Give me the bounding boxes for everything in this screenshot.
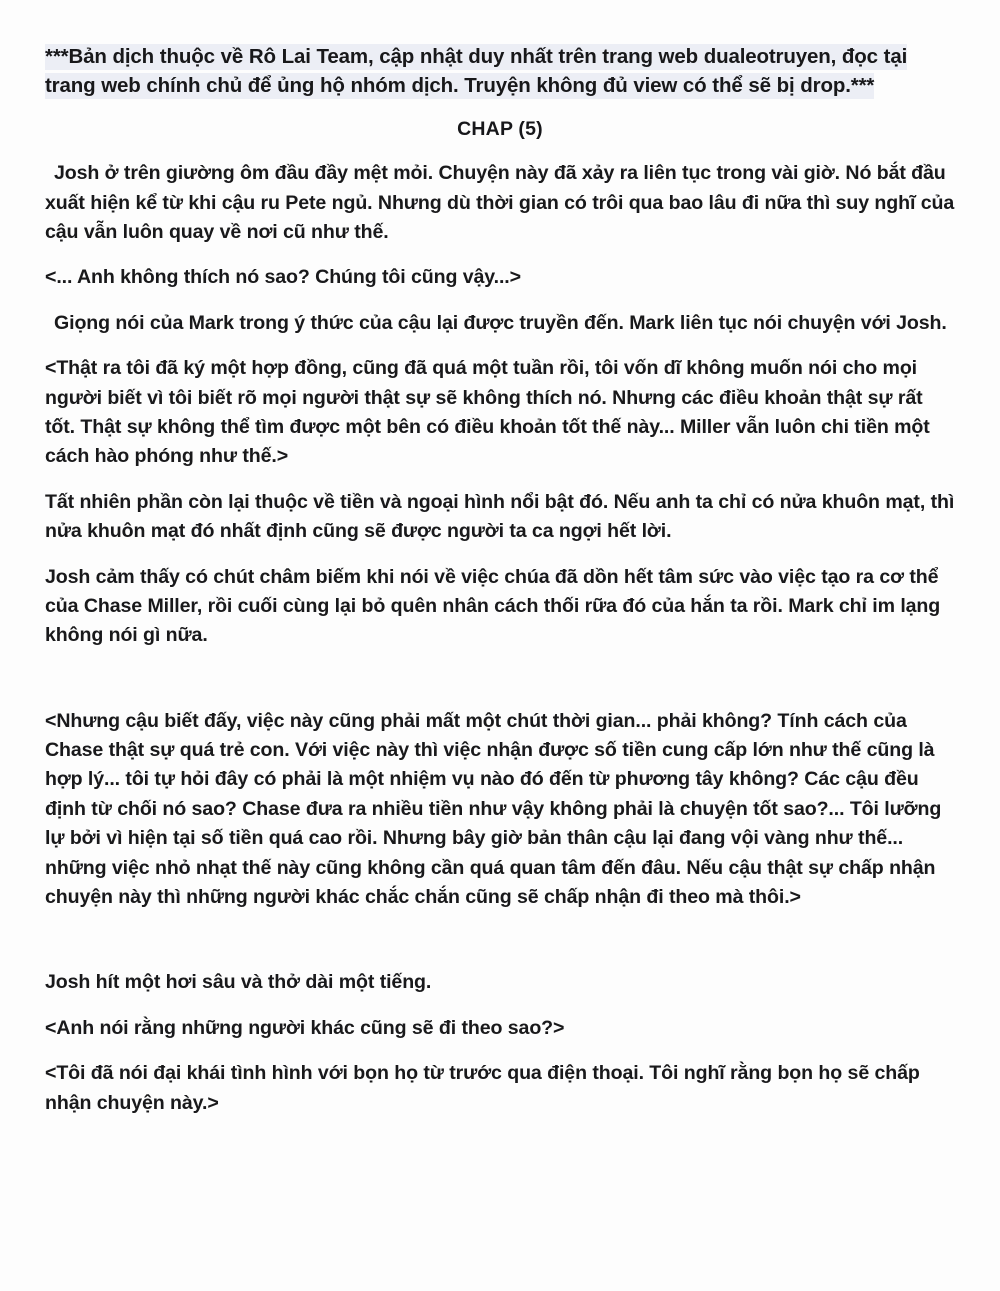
narration-paragraph: Josh hít một hơi sâu và thở dài một tiếng. (45, 971, 432, 994)
chapter-body (45, 159, 955, 1118)
narration-paragraph: Josh ở trên giường ôm đầu đầy mệt mỏi. Chuyện này đã xảy ra liên tục trong vài giờ. Nó bắt đầu xuất hiện kể từ khi cậu ru Pete ngủ. Nhưng dù thời gian có trôi qua bao lâu đi nữa thì suy nghĩ của cậu vẫn luôn quay về nơi cũ như thế. (45, 162, 955, 243)
translator-notice (45, 42, 955, 100)
dialogue-paragraph: <Tôi đã nói đại khái tình hình với bọn họ từ trước qua điện thoại. Tôi nghĩ rằng bọn họ sẽ chấp nhận chuyện này.> (45, 1062, 920, 1114)
dialogue-paragraph: <Nhưng cậu biết đấy, việc này cũng phải mất một chút thời gian... phải không? Tính cách của Chase thật sự quá trẻ con. Với việc này thì việc nhận được số tiền cung cấp lớn như thế cũng là hợp lý... tôi tự hỏi đây có phải là một nhiệm vụ nào đó đến từ phương tây không? Các cậu đều định từ chối nó sao? Chase đưa ra nhiều tiền như vậy không phải là chuyện tốt sao?... Tôi lưỡng lự bởi vì hiện tại số tiền quá cao rồi. Nhưng bây giờ bản thân cậu lại đang vội vàng như thế... những việc nhỏ nhạt thế này cũng không cần quá quan tâm đến đâu. Nếu cậu thật sự chấp nhận chuyện này thì những người khác chắc chắn cũng sẽ chấp nhận đi theo mà thôi.> (45, 709, 942, 909)
dialogue-paragraph: <... Anh không thích nó sao? Chúng tôi cũng vậy...> (45, 266, 521, 289)
dialogue-paragraph: <Anh nói rằng những người khác cũng sẽ đi theo sao?> (45, 1016, 565, 1039)
translator-notice-text: ***Bản dịch thuộc về Rô Lai Team, cập nhật duy nhất trên trang web dualeotruyen, đọc tại trang web chính chủ để ủng hộ nhóm dịch. Truyện không đủ view có thể sẽ bị drop.*** (45, 45, 908, 98)
narration-paragraph: Tất nhiên phần còn lại thuộc về tiền và ngoại hình nổi bật đó. Nếu anh ta chỉ có nửa khuôn mạt, thì nửa khuôn mạt đó nhất định cũng sẽ được người ta ca ngợi hết lời. (45, 490, 955, 543)
narration-paragraph: Josh cảm thấy có chút châm biếm khi nói về việc chúa đã dồn hết tâm sức vào việc tạo ra cơ thể của Chase Miller, rồi cuối cùng lại bỏ quên nhân cách thối rữa đó của hắn ta rồi. Mark chỉ im lạng không nói gì nữa. (45, 565, 941, 647)
chapter-title: CHAP (5) (457, 118, 543, 141)
dialogue-paragraph: <Thật ra tôi đã ký một hợp đồng, cũng đã quá một tuần rồi, tôi vốn dĩ không muốn nói cho mọi người biết vì tôi biết rõ mọi người thật sự sẽ không thích nó. Nhưng các điều khoản thật sự rất tốt. Thật sự không thể tìm được một bên có điều khoản tốt thế này... Miller vẫn luôn chi tiền một cách hào phóng như thế.> (45, 357, 930, 468)
narration-paragraph: Giọng nói của Mark trong ý thức của cậu lại được truyền đến. Mark liên tục nói chuyện với Josh. (54, 311, 947, 334)
